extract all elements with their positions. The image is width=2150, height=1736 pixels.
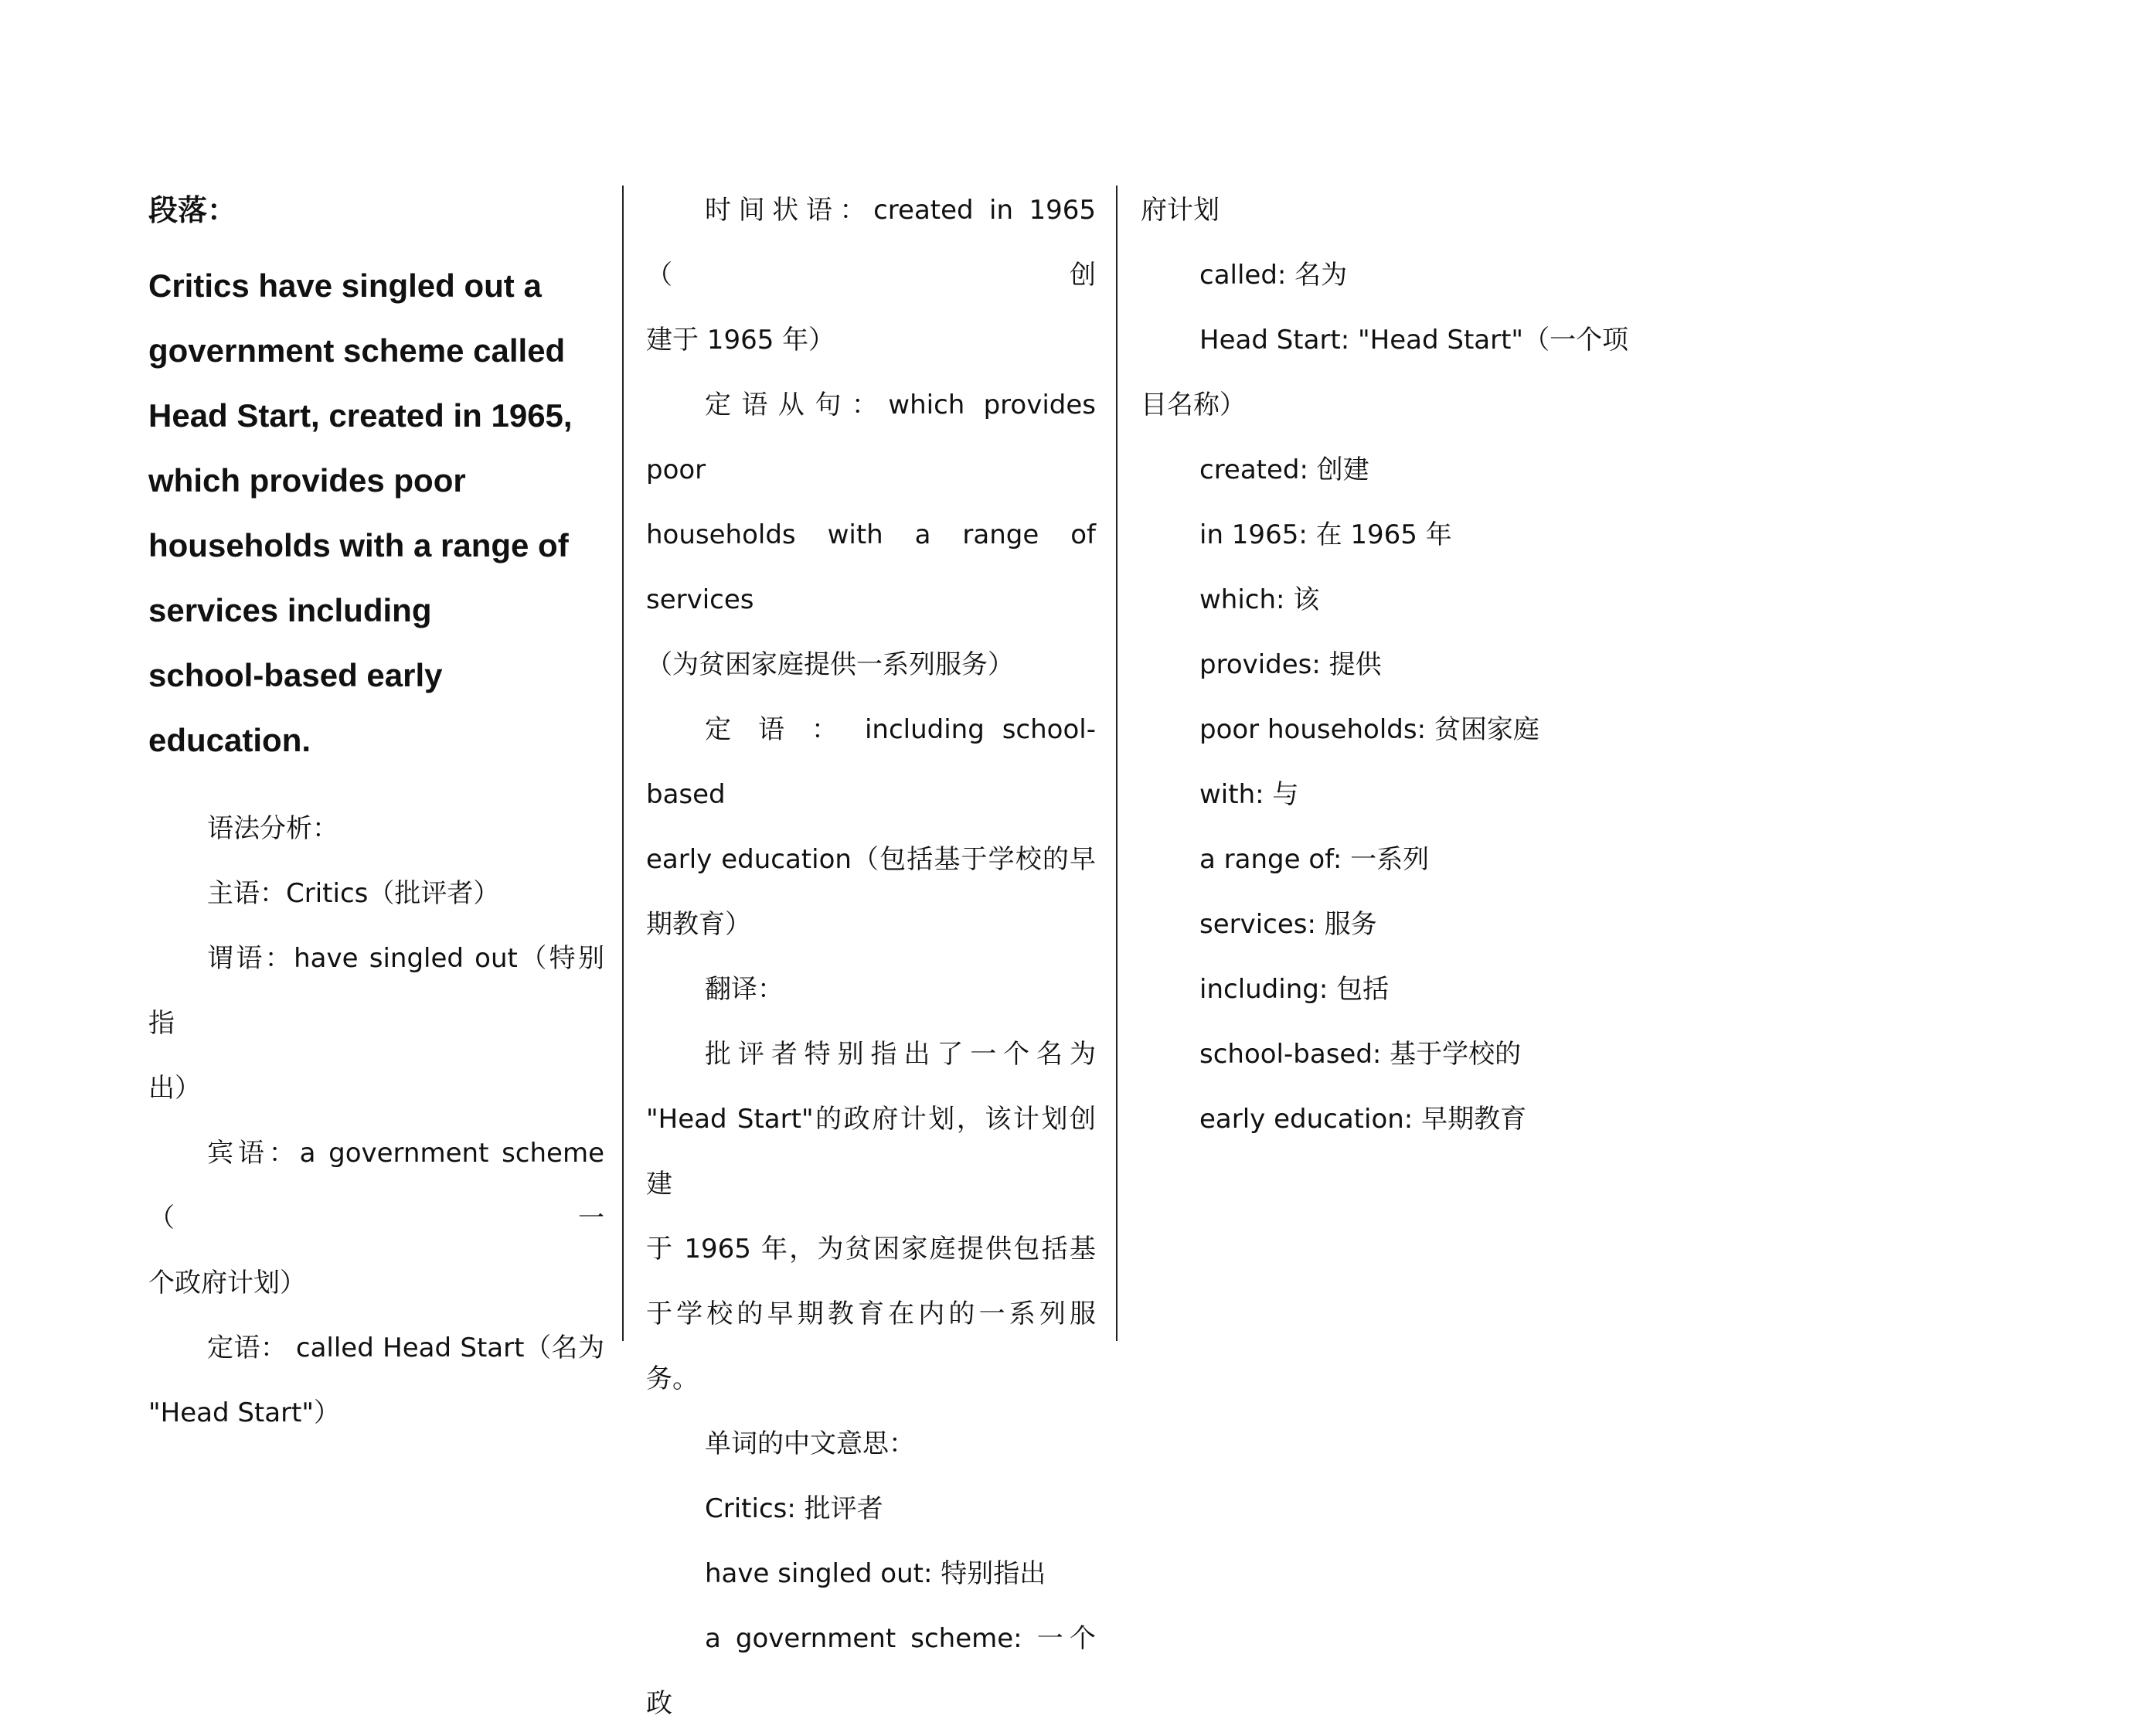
vocab-government-scheme-cont: 府计划 [1141,195,1220,226]
object-line-cont: 个政府计划） [148,1268,306,1299]
column-divider-2 [1116,186,1118,1341]
attribute-line: 定语： called Head Start（名为 [207,1333,604,1363]
vocab-poor-households: poor households: 贫困家庭 [1199,714,1539,745]
attribute-including-line-cont: early education（包括基于学校的早 [646,844,1096,875]
column-1 [148,178,604,1445]
predicate-line-cont: 出） [148,1073,201,1104]
vocab-early-education: early education: 早期教育 [1199,1104,1527,1135]
vocabulary-label: 单词的中文意思： [705,1428,915,1459]
attribute-including-line: 定 语 ： including school-based [646,714,1096,810]
relative-clause-line: 定语从句：which provides poor [646,390,1096,485]
time-adverbial-line: 时间状语：created in 1965（创 [646,195,1096,291]
time-adverbial-line-cont: 建于 1965 年） [646,325,835,356]
translation-line-3: 于 1965 年，为贫困家庭提供包括基 [646,1234,1096,1265]
column-3 [1141,178,1635,1152]
translation-line-1: 批评者特别指出了一个名为 [705,1039,1096,1070]
vocab-government-scheme: a government scheme: 一个政 [646,1623,1096,1719]
vocab-provides: provides: 提供 [1199,649,1382,680]
passage-text: Critics have singled out a government scheme called Head Start, created in 1965, which provides poor households with a range of services including school-based early education. [148,267,573,758]
column-2 [646,178,1096,1736]
vocab-created: created: 创建 [1199,454,1369,485]
vocab-in-1965: in 1965: 在 1965 年 [1199,519,1452,550]
vocab-including: including: 包括 [1199,974,1390,1005]
translation-line-5: 务。 [646,1363,699,1394]
section-heading: 段落： [148,193,237,227]
vocab-have-singled-out: have singled out: 特别指出 [705,1558,1046,1589]
vocab-school-based: school-based: 基于学校的 [1199,1039,1522,1070]
column-divider-1 [622,186,624,1341]
vocab-a-range-of: a range of: 一系列 [1199,844,1430,875]
translation-line-2: "Head Start"的政府计划，该计划创建 [646,1104,1096,1200]
vocab-services: services: 服务 [1199,909,1377,940]
vocab-which: which: 该 [1199,584,1320,615]
attribute-line-cont: "Head Start"） [148,1397,341,1428]
vocab-with: with: 与 [1199,779,1299,810]
relative-clause-line-cont: households with a range of services [646,519,1096,615]
vocab-critics: Critics: 批评者 [705,1493,883,1524]
vocab-head-start-cont: 目名称） [1141,390,1246,420]
translation-label: 翻译： [705,974,784,1005]
attribute-including-line-end: 期教育） [646,909,751,940]
subject-line: 主语：Critics（批评者） [207,878,500,909]
translation-line-4: 于学校的早期教育在内的一系列服 [646,1299,1096,1329]
vocab-called: called: 名为 [1199,260,1348,291]
vocab-head-start: Head Start: "Head Start"（一个项 [1199,325,1629,356]
object-line: 宾语：a government scheme（一 [148,1138,604,1234]
grammar-analysis-label: 语法分析： [207,813,338,844]
relative-clause-translation: （为贫困家庭提供一系列服务） [646,649,1014,680]
predicate-line: 谓语：have singled out（特别指 [148,943,604,1039]
